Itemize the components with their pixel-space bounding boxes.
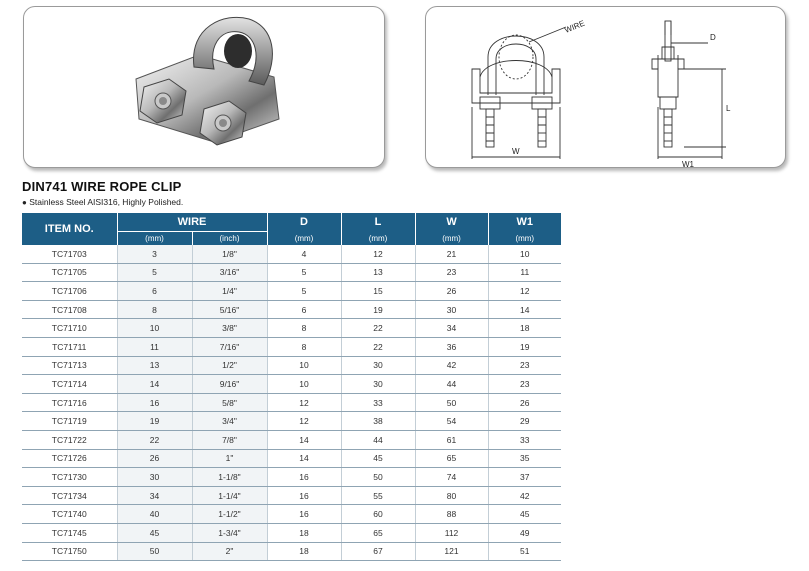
w-cell: 88 [415, 505, 488, 524]
table-row [22, 300, 561, 319]
wire-mm-cell: 6 [117, 282, 192, 301]
wire-dimension-label: WIRE [563, 18, 587, 35]
d-cell: 5 [267, 282, 341, 301]
wire-inch-cell: 7/8" [192, 430, 267, 449]
w-unit: (mm) [415, 232, 488, 246]
w1-cell: 37 [488, 468, 561, 487]
wire-mm-cell: 11 [117, 337, 192, 356]
w1-cell: 35 [488, 449, 561, 468]
d-cell: 10 [267, 375, 341, 394]
wire-mm-cell: 45 [117, 523, 192, 542]
w1-cell: 19 [488, 337, 561, 356]
wire-inch-cell: 3/16" [192, 263, 267, 282]
w-cell: 50 [415, 393, 488, 412]
wire-mm-cell: 50 [117, 542, 192, 561]
item-no-header: ITEM NO. [22, 213, 117, 245]
wire-inch-cell: 3/4" [192, 412, 267, 431]
table-row [22, 263, 561, 282]
w1-cell: 49 [488, 523, 561, 542]
w-cell: 21 [415, 245, 488, 263]
l-cell: 30 [341, 375, 415, 394]
subtitle-text: Stainless Steel AISI316, Highly Polished. [29, 197, 184, 207]
item-no-cell: TC71706 [22, 282, 117, 301]
wire-inch-cell: 7/16" [192, 337, 267, 356]
wire-inch-unit: (inch) [192, 232, 267, 246]
dimension-drawing [426, 7, 785, 167]
d-unit: (mm) [267, 232, 341, 246]
d-cell: 16 [267, 486, 341, 505]
w-cell: 74 [415, 468, 488, 487]
table-row [22, 375, 561, 394]
table-row [22, 468, 561, 487]
table-row [22, 505, 561, 524]
w-cell: 112 [415, 523, 488, 542]
w-dimension-label: W [512, 147, 520, 156]
item-no-cell: TC71713 [22, 356, 117, 375]
wire-inch-cell: 2" [192, 542, 267, 561]
w1-cell: 23 [488, 356, 561, 375]
table-row [22, 430, 561, 449]
table-row [22, 319, 561, 338]
item-no-cell: TC71710 [22, 319, 117, 338]
wire-inch-cell: 1-3/4" [192, 523, 267, 542]
wire-mm-cell: 19 [117, 412, 192, 431]
w-header: W [415, 213, 488, 232]
specification-table [22, 213, 561, 561]
wire-inch-cell: 1/2" [192, 356, 267, 375]
w-cell: 54 [415, 412, 488, 431]
d-cell: 6 [267, 300, 341, 319]
w1-cell: 42 [488, 486, 561, 505]
l-cell: 22 [341, 337, 415, 356]
item-no-cell: TC71716 [22, 393, 117, 412]
l-cell: 65 [341, 523, 415, 542]
l-cell: 19 [341, 300, 415, 319]
wire-mm-cell: 13 [117, 356, 192, 375]
w1-cell: 11 [488, 263, 561, 282]
w1-cell: 29 [488, 412, 561, 431]
wire-inch-cell: 1-1/2" [192, 505, 267, 524]
wire-mm-cell: 22 [117, 430, 192, 449]
wire-mm-cell: 5 [117, 263, 192, 282]
d-cell: 18 [267, 523, 341, 542]
product-subtitle [22, 197, 183, 207]
d-cell: 5 [267, 263, 341, 282]
item-no-cell: TC71708 [22, 300, 117, 319]
l-cell: 45 [341, 449, 415, 468]
item-no-cell: TC71711 [22, 337, 117, 356]
l-cell: 15 [341, 282, 415, 301]
w-cell: 80 [415, 486, 488, 505]
l-cell: 38 [341, 412, 415, 431]
wire-inch-cell: 5/16" [192, 300, 267, 319]
table-row [22, 486, 561, 505]
w-cell: 61 [415, 430, 488, 449]
w1-unit: (mm) [488, 232, 561, 246]
table-row [22, 542, 561, 561]
wire-inch-cell: 5/8" [192, 393, 267, 412]
wire-mm-cell: 40 [117, 505, 192, 524]
product-photo-panel [23, 6, 385, 168]
table-row [22, 449, 561, 468]
l-cell: 44 [341, 430, 415, 449]
w-cell: 65 [415, 449, 488, 468]
wire-header: WIRE [117, 213, 267, 232]
l-header: L [341, 213, 415, 232]
table-row [22, 356, 561, 375]
d-cell: 4 [267, 245, 341, 263]
wire-mm-cell: 10 [117, 319, 192, 338]
technical-drawing-panel [425, 6, 786, 168]
wire-mm-cell: 3 [117, 245, 192, 263]
item-no-cell: TC71730 [22, 468, 117, 487]
d-cell: 16 [267, 468, 341, 487]
wire-mm-cell: 26 [117, 449, 192, 468]
wire-inch-cell: 9/16" [192, 375, 267, 394]
d-cell: 8 [267, 319, 341, 338]
item-no-cell: TC71750 [22, 542, 117, 561]
w-cell: 121 [415, 542, 488, 561]
w1-cell: 33 [488, 430, 561, 449]
product-title: DIN741 WIRE ROPE CLIP [22, 179, 182, 194]
wire-inch-cell: 1/8" [192, 245, 267, 263]
table-row [22, 523, 561, 542]
w1-header: W1 [488, 213, 561, 232]
w-cell: 34 [415, 319, 488, 338]
d-cell: 14 [267, 430, 341, 449]
bullet-icon: ● [22, 198, 27, 207]
item-no-cell: TC71714 [22, 375, 117, 394]
w1-cell: 45 [488, 505, 561, 524]
wire-mm-cell: 30 [117, 468, 192, 487]
l-cell: 50 [341, 468, 415, 487]
w-cell: 23 [415, 263, 488, 282]
w1-cell: 23 [488, 375, 561, 394]
l-unit: (mm) [341, 232, 415, 246]
wire-rope-clip-photo [24, 7, 384, 167]
wire-mm-cell: 16 [117, 393, 192, 412]
wire-inch-cell: 1-1/4" [192, 486, 267, 505]
table-row [22, 245, 561, 263]
d-dimension-label: D [710, 33, 716, 42]
w-cell: 42 [415, 356, 488, 375]
w1-cell: 18 [488, 319, 561, 338]
l-dimension-label: L [726, 104, 731, 113]
item-no-cell: TC71703 [22, 245, 117, 263]
l-cell: 33 [341, 393, 415, 412]
item-no-cell: TC71726 [22, 449, 117, 468]
l-cell: 67 [341, 542, 415, 561]
wire-mm-cell: 14 [117, 375, 192, 394]
w-cell: 44 [415, 375, 488, 394]
wire-mm-cell: 8 [117, 300, 192, 319]
item-no-cell: TC71745 [22, 523, 117, 542]
wire-inch-cell: 1/4" [192, 282, 267, 301]
d-cell: 12 [267, 393, 341, 412]
d-header: D [267, 213, 341, 232]
l-cell: 22 [341, 319, 415, 338]
wire-inch-cell: 1-1/8" [192, 468, 267, 487]
table-row [22, 337, 561, 356]
w1-dimension-label: W1 [682, 160, 694, 167]
d-cell: 18 [267, 542, 341, 561]
item-no-cell: TC71740 [22, 505, 117, 524]
w1-cell: 51 [488, 542, 561, 561]
w1-cell: 10 [488, 245, 561, 263]
d-cell: 12 [267, 412, 341, 431]
w1-cell: 14 [488, 300, 561, 319]
item-no-cell: TC71719 [22, 412, 117, 431]
wire-inch-cell: 1" [192, 449, 267, 468]
table-row [22, 282, 561, 301]
w-cell: 36 [415, 337, 488, 356]
w1-cell: 12 [488, 282, 561, 301]
d-cell: 14 [267, 449, 341, 468]
table-row [22, 412, 561, 431]
l-cell: 12 [341, 245, 415, 263]
wire-mm-cell: 34 [117, 486, 192, 505]
item-no-cell: TC71722 [22, 430, 117, 449]
table-row [22, 393, 561, 412]
d-cell: 16 [267, 505, 341, 524]
l-cell: 60 [341, 505, 415, 524]
specification-table-body [22, 245, 561, 561]
item-no-cell: TC71705 [22, 263, 117, 282]
wire-inch-cell: 3/8" [192, 319, 267, 338]
wire-mm-unit: (mm) [117, 232, 192, 246]
item-no-cell: TC71734 [22, 486, 117, 505]
w-cell: 26 [415, 282, 488, 301]
w-cell: 30 [415, 300, 488, 319]
l-cell: 30 [341, 356, 415, 375]
d-cell: 8 [267, 337, 341, 356]
l-cell: 13 [341, 263, 415, 282]
w1-cell: 26 [488, 393, 561, 412]
l-cell: 55 [341, 486, 415, 505]
d-cell: 10 [267, 356, 341, 375]
